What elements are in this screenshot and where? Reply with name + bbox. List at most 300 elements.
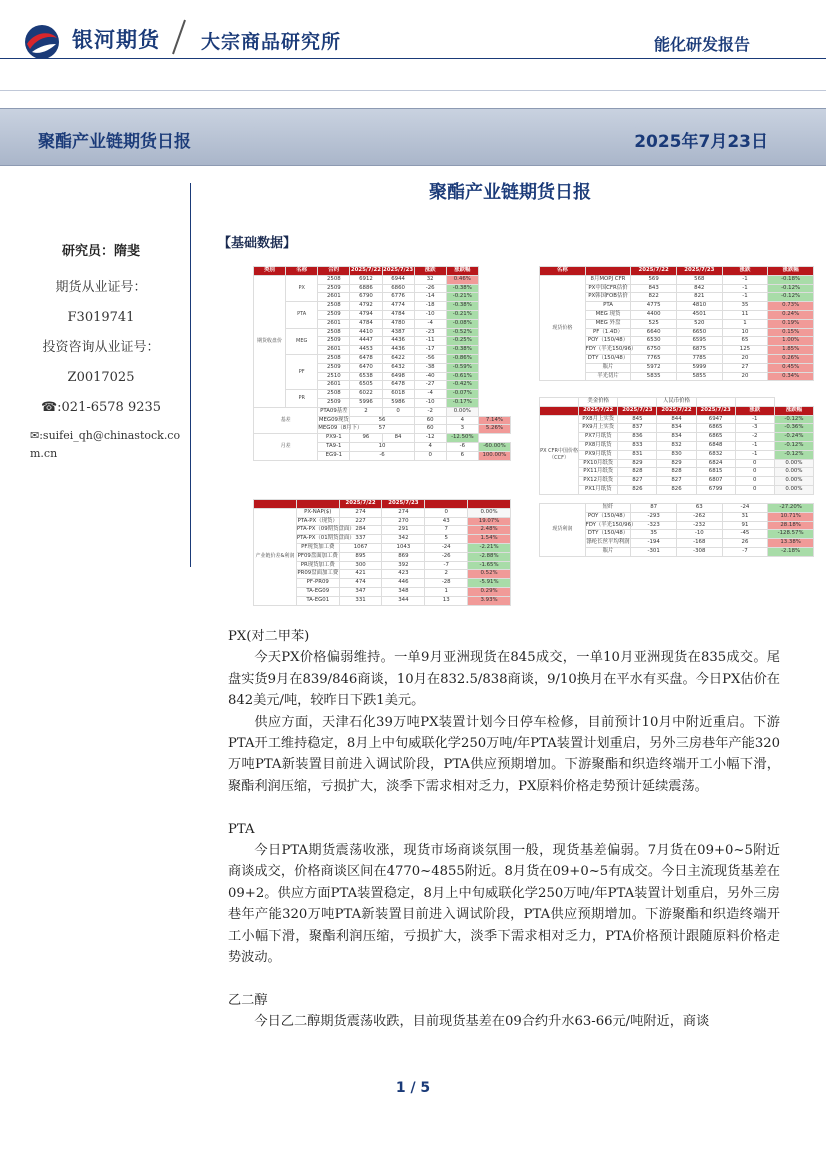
advisor-label: 投资咨询从业证号： xyxy=(42,340,160,355)
table-row xyxy=(540,398,814,407)
table-cell: DTY（150/48） xyxy=(585,530,631,539)
table-cell: PX8月纸货 xyxy=(579,441,618,450)
table-cell: 0 xyxy=(735,477,774,486)
table-cell: 6538 xyxy=(350,372,382,381)
table-cell: 834 xyxy=(657,433,696,442)
table-row xyxy=(254,275,511,284)
table-cell: PR xyxy=(286,390,318,408)
table-cell: -27.20% xyxy=(768,504,814,513)
table-cell: -56 xyxy=(414,354,446,363)
galaxy-logo-icon xyxy=(22,22,62,62)
table-cell: 2510 xyxy=(318,372,350,381)
table-cell: 产业链价差&利润 xyxy=(254,508,297,605)
table-cell: 100.00% xyxy=(478,451,510,460)
table-cell: PTA xyxy=(286,302,318,328)
table-cell: 6947 xyxy=(696,415,735,424)
table-cell: 1 xyxy=(722,319,768,328)
department-name: 大宗商品研究所 xyxy=(201,31,342,53)
table-cell: 227 xyxy=(339,517,382,526)
table-cell: -27 xyxy=(414,381,446,390)
header-rule-secondary xyxy=(0,90,826,91)
table-cell: PX-NAP($) xyxy=(296,508,339,517)
table-cell: 6824 xyxy=(696,459,735,468)
futures-table xyxy=(253,266,511,461)
table-cell: PX12月纸货 xyxy=(579,477,618,486)
table-cell: 274 xyxy=(382,508,425,517)
table-cell: 6886 xyxy=(350,284,382,293)
table-cell: -0.38% xyxy=(446,302,478,311)
table-cell: -14 xyxy=(414,293,446,302)
table-header-cell: 2025/7/23 xyxy=(618,406,657,415)
page-number: 1 / 5 xyxy=(395,1080,431,1096)
table-cell: 2601 xyxy=(318,293,350,302)
table-cell: 0.26% xyxy=(768,354,814,363)
table-row xyxy=(254,407,511,416)
license-label: 期货从业证号： xyxy=(55,280,147,295)
table-cell: -12.50% xyxy=(446,434,478,443)
table-cell: -194 xyxy=(631,539,677,548)
table-cell: 4780 xyxy=(382,319,414,328)
table-row xyxy=(540,441,814,450)
table-cell: 0.24% xyxy=(768,310,814,319)
table-cell: 337 xyxy=(339,535,382,544)
table-row xyxy=(254,434,511,443)
table-cell: 0.00% xyxy=(774,468,813,477)
table-cell: 1.85% xyxy=(768,346,814,355)
table-cell: DTY（150/48） xyxy=(585,354,631,363)
table-cell: 274 xyxy=(339,508,382,517)
table-header-cell: 2025/7/23 xyxy=(382,267,414,276)
table-cell: 基差 xyxy=(254,407,318,433)
table-cell: -0.86% xyxy=(446,354,478,363)
table-cell: 2508 xyxy=(318,390,350,399)
table-cell: -168 xyxy=(676,539,722,548)
data-tables xyxy=(253,266,814,612)
table-cell: 5835 xyxy=(631,372,677,381)
table-cell: 5999 xyxy=(676,363,722,372)
table-cell: 2509 xyxy=(318,337,350,346)
table-cell: 5996 xyxy=(350,398,382,407)
table-cell: 8月MOPJ CFR xyxy=(585,275,631,284)
table-cell: TA9-1 xyxy=(318,442,350,451)
table-cell: EG9-1 xyxy=(318,451,350,460)
table-cell: 60 xyxy=(414,416,446,425)
table-cell: 期货收盘价 xyxy=(254,275,286,407)
table-cell: 0.19% xyxy=(768,319,814,328)
table-cell: -0.12% xyxy=(774,441,813,450)
table-cell: -60.00% xyxy=(478,442,510,451)
table-cell: 0 xyxy=(414,451,446,460)
table-header-cell: 名称 xyxy=(540,267,586,276)
table-cell: PTA xyxy=(585,302,631,311)
table-cell: -40 xyxy=(414,372,446,381)
table-row xyxy=(254,354,511,363)
table-cell: PTA-PX（09期货盘面） xyxy=(296,526,339,535)
table-cell: -6 xyxy=(446,442,478,451)
spot-price-table xyxy=(539,266,814,381)
table-cell: 446 xyxy=(382,579,425,588)
table-cell: 421 xyxy=(339,570,382,579)
table-cell: MEG xyxy=(286,328,318,354)
table-cell: 11 xyxy=(722,310,768,319)
table-cell: -1 xyxy=(735,415,774,424)
table-cell: -2.21% xyxy=(468,543,511,552)
table-cell: 0.46% xyxy=(446,275,478,284)
table-cell: -10 xyxy=(676,530,722,539)
table-cell: 827 xyxy=(618,477,657,486)
table-cell: FDY（半光150/96） xyxy=(585,521,631,530)
table-cell: -262 xyxy=(676,512,722,521)
table-cell: -0.61% xyxy=(446,372,478,381)
table-cell: 520 xyxy=(676,319,722,328)
table-cell: 10 xyxy=(722,328,768,337)
table-cell: PX9月上实货 xyxy=(579,424,618,433)
table-cell: 2509 xyxy=(318,310,350,319)
table-cell: 569 xyxy=(631,275,677,284)
table-cell: -1 xyxy=(722,293,768,302)
table-row xyxy=(540,275,814,284)
table-header-cell: 2025/7/22 xyxy=(631,267,677,276)
table-cell: 895 xyxy=(339,552,382,561)
table-cell: PF现货加工费 xyxy=(296,543,339,552)
section-label: 【基础数据】 xyxy=(218,236,297,251)
table-cell: 2509 xyxy=(318,284,350,293)
table-cell: 845 xyxy=(618,415,657,424)
table-header-row xyxy=(540,267,814,276)
table-cell: 6650 xyxy=(676,328,722,337)
table-cell: 6640 xyxy=(631,328,677,337)
table-cell: 6478 xyxy=(350,354,382,363)
table-cell: 半光切片 xyxy=(585,372,631,381)
table-row xyxy=(540,477,814,486)
table-cell: 2509 xyxy=(318,398,350,407)
table-cell: 6944 xyxy=(382,275,414,284)
table-cell: 270 xyxy=(382,517,425,526)
table-cell: 1.54% xyxy=(468,535,511,544)
table-cell: PX8月上实货 xyxy=(579,415,618,424)
table-row xyxy=(540,450,814,459)
table-header-cell: 名称 xyxy=(286,267,318,276)
table-cell: 1043 xyxy=(382,543,425,552)
table-cell: 6807 xyxy=(696,477,735,486)
table-cell: 6776 xyxy=(382,293,414,302)
table-row xyxy=(540,504,814,513)
table-cell: 6860 xyxy=(382,284,414,293)
header-rule xyxy=(0,58,826,59)
table-cell: -128.57% xyxy=(768,530,814,539)
table-cell: 5972 xyxy=(631,363,677,372)
table-cell: 0 xyxy=(735,459,774,468)
table-cell: MEG09（8月下） xyxy=(318,425,350,434)
table-cell: PR09盘面加工费 xyxy=(296,570,339,579)
table-row xyxy=(254,390,511,399)
table-cell: 43 xyxy=(425,517,468,526)
table-header-cell: 2025/7/22 xyxy=(579,406,618,415)
report-date: 2025年7月23日 xyxy=(634,132,768,152)
table-cell: 人民币价格 xyxy=(657,398,696,407)
table-cell: PF（1.4D） xyxy=(585,328,631,337)
table-cell: 7765 xyxy=(631,354,677,363)
table-cell: 7 xyxy=(425,526,468,535)
table-cell: 2508 xyxy=(318,275,350,284)
table-cell: -0.21% xyxy=(446,310,478,319)
brand-name: 银河期货 xyxy=(72,28,160,52)
table-cell: 474 xyxy=(339,579,382,588)
table-cell: -2 xyxy=(735,433,774,442)
table-header-cell: 2025/7/23 xyxy=(696,406,735,415)
table-cell: 瓶片 xyxy=(585,547,631,556)
table-cell: -293 xyxy=(631,512,677,521)
table-cell: MEG 外盘 xyxy=(585,319,631,328)
table-cell: 6595 xyxy=(676,337,722,346)
table-cell: 4784 xyxy=(350,319,382,328)
table-cell: 7.14% xyxy=(478,416,510,425)
table-cell: 300 xyxy=(339,561,382,570)
table-cell: -0.21% xyxy=(446,293,478,302)
table-cell: 65 xyxy=(722,337,768,346)
table-cell: 2.48% xyxy=(468,526,511,535)
table-cell: -1 xyxy=(735,441,774,450)
table-cell: 3.93% xyxy=(468,596,511,605)
table-cell: 5.26% xyxy=(478,425,510,434)
table-cell: PX7月纸货 xyxy=(579,433,618,442)
table-header-cell: 合约 xyxy=(318,267,350,276)
table-cell: -17 xyxy=(414,346,446,355)
table-cell: 31 xyxy=(722,512,768,521)
table-cell: 829 xyxy=(618,459,657,468)
table-cell: TA-EG01 xyxy=(296,596,339,605)
table-cell: 832 xyxy=(657,441,696,450)
table-cell: -0.38% xyxy=(446,346,478,355)
table-header-cell: 涨跌幅 xyxy=(446,267,478,276)
pta-paragraph-1: 今日PTA期货震荡收涨，现货市场商谈氛围一般，现货基差偏弱。7月货在09+0~5附近商谈成交，价格商谈区间在4770~4855附近。8月货在09+0~5有成交。今日主流现货基差在09+2。供应方面PTA装置稳定，8月上中旬威联化学250万吨/年PTA装置计划重启，另外三房巷年产能320万吨PTA新装置目前进入调试阶段，PTA供应预期增加。下游聚酯和织造终端开工小幅下滑，聚酯利润压缩，亏损扩大，淡季下需求相对乏力，PTA价格预计跟随原料价格走势波动。 xyxy=(228,843,780,966)
table-cell: 525 xyxy=(631,319,677,328)
table-cell: 3 xyxy=(446,425,478,434)
table-cell: 6912 xyxy=(350,275,382,284)
table-cell: 0.00% xyxy=(468,508,511,517)
table-cell: -2 xyxy=(414,407,446,416)
table-cell: 833 xyxy=(618,441,657,450)
table-cell: -4 xyxy=(414,390,446,399)
table-cell: 19.07% xyxy=(468,517,511,526)
table-cell: FDY（半光150/96） xyxy=(585,346,631,355)
table-cell: -24 xyxy=(722,504,768,513)
table-cell: 4774 xyxy=(382,302,414,311)
table-cell: 现货价格 xyxy=(540,275,586,381)
table-cell: 6848 xyxy=(696,441,735,450)
table-row xyxy=(540,459,814,468)
table-cell: 348 xyxy=(382,587,425,596)
spot-profit-table xyxy=(539,503,814,557)
table-cell: 2 xyxy=(425,570,468,579)
table-cell: 826 xyxy=(657,485,696,494)
table-cell: 5855 xyxy=(676,372,722,381)
table-cell: -0.24% xyxy=(774,433,813,442)
table-cell: -0.17% xyxy=(446,398,478,407)
table-cell: 6 xyxy=(446,451,478,460)
email-address[interactable]: ✉:suifei_qh@chinastock.com.cn xyxy=(30,429,181,460)
table-cell: 10 xyxy=(350,442,414,451)
table-cell: -0.08% xyxy=(446,319,478,328)
table-cell: 5 xyxy=(425,535,468,544)
table-cell: 96 xyxy=(350,434,382,443)
table-cell: -10 xyxy=(414,398,446,407)
table-cell: PR现货加工费 xyxy=(296,561,339,570)
table-cell: -323 xyxy=(631,521,677,530)
table-cell: 4 xyxy=(446,416,478,425)
table-cell: 4810 xyxy=(676,302,722,311)
table-header-cell: 2025/7/23 xyxy=(382,500,425,509)
table-cell: 6790 xyxy=(350,293,382,302)
table-cell: -0.25% xyxy=(446,337,478,346)
table-cell: 0 xyxy=(735,468,774,477)
table-row xyxy=(540,415,814,424)
table-cell: 2508 xyxy=(318,328,350,337)
table-cell: 1067 xyxy=(339,543,382,552)
table-cell: 843 xyxy=(631,284,677,293)
researcher-name: 研究员：隋斐 xyxy=(61,244,140,259)
table-cell: 2508 xyxy=(318,302,350,311)
table-cell: 20 xyxy=(722,372,768,381)
table-cell: 342 xyxy=(382,535,425,544)
table-cell: -0.12% xyxy=(774,450,813,459)
table-cell: 869 xyxy=(382,552,425,561)
table-header-cell: 2025/7/23 xyxy=(676,267,722,276)
table-cell: 4436 xyxy=(382,346,414,355)
table-cell: 26 xyxy=(722,539,768,548)
table-cell: 4792 xyxy=(350,302,382,311)
table-cell: -1 xyxy=(722,284,768,293)
table-cell: 826 xyxy=(618,485,657,494)
table-cell: 28.18% xyxy=(768,521,814,530)
table-cell: 4400 xyxy=(631,310,677,319)
table-cell: -4 xyxy=(414,319,446,328)
table-cell: 827 xyxy=(657,477,696,486)
table-header-cell xyxy=(425,500,468,509)
table-cell: 现货利润 xyxy=(540,504,586,557)
table-header-cell xyxy=(540,406,579,415)
band-title: 聚酯产业链期货日报 xyxy=(38,132,191,152)
table-cell: 0.00% xyxy=(774,459,813,468)
table-cell: -308 xyxy=(676,547,722,556)
report-type: 能化研发报告 xyxy=(653,35,750,54)
table-cell: 10.71% xyxy=(768,512,814,521)
table-cell: 5986 xyxy=(382,398,414,407)
table-cell: 344 xyxy=(382,596,425,605)
table-cell: 2601 xyxy=(318,381,350,390)
meg-heading: 乙二醇 xyxy=(228,992,268,1008)
table-cell: 6018 xyxy=(382,390,414,399)
table-cell: -0.12% xyxy=(774,415,813,424)
px-cfr-table xyxy=(539,397,814,495)
table-cell: POY（150/48） xyxy=(585,337,631,346)
table-cell: 56 xyxy=(350,416,414,425)
page-header xyxy=(0,0,826,72)
table-header-row xyxy=(254,500,511,509)
table-cell: -45 xyxy=(722,530,768,539)
table-cell: 91 xyxy=(722,521,768,530)
phone-number: ☎:021-6578 9235 xyxy=(40,400,162,415)
table-cell: 0.73% xyxy=(768,302,814,311)
table-cell: -23 xyxy=(414,328,446,337)
table-cell: 35 xyxy=(631,530,677,539)
table-cell: 2601 xyxy=(318,346,350,355)
table-cell: PX xyxy=(286,275,318,301)
table-cell: 4447 xyxy=(350,337,382,346)
table-cell: 837 xyxy=(618,424,657,433)
table-cell: -26 xyxy=(414,284,446,293)
table-cell: PTA-PX（01期货盘面） xyxy=(296,535,339,544)
table-cell: 347 xyxy=(339,587,382,596)
table-cell: 4784 xyxy=(382,310,414,319)
table-row xyxy=(540,424,814,433)
table-cell: 6750 xyxy=(631,346,677,355)
table-header-cell: 2025/7/22 xyxy=(657,406,696,415)
table-cell: 6865 xyxy=(696,424,735,433)
table-cell: 35 xyxy=(722,302,768,311)
table-cell: -0.12% xyxy=(768,284,814,293)
title-band xyxy=(0,108,826,166)
table-cell: 4410 xyxy=(350,328,382,337)
table-cell: 6505 xyxy=(350,381,382,390)
table-cell: 0.15% xyxy=(768,328,814,337)
table-cell: 0.00% xyxy=(774,485,813,494)
table-cell: 822 xyxy=(631,293,677,302)
table-cell: -0.59% xyxy=(446,363,478,372)
table-cell: -18 xyxy=(414,302,446,311)
table-cell: 6470 xyxy=(350,363,382,372)
divider-slash xyxy=(170,18,188,56)
table-cell: 6815 xyxy=(696,468,735,477)
table-cell: PF xyxy=(286,354,318,389)
table-cell: -1.65% xyxy=(468,561,511,570)
table-cell: 842 xyxy=(676,284,722,293)
table-cell: 4501 xyxy=(676,310,722,319)
table-cell: 6799 xyxy=(696,485,735,494)
px-paragraph-1: 今天PX价格偏弱维持。一单9月亚洲现货在845成交，一单10月亚洲现货在835成交。尾盘实货9月在839/846商谈，10月在832.5/838商谈，9/10换月在平水有买盘。今日PX估价在842美元/吨，较昨日下跌1美元。 xyxy=(228,650,780,709)
table-row xyxy=(540,485,814,494)
table-cell: 6432 xyxy=(382,363,414,372)
table-cell: 27 xyxy=(722,363,768,372)
table-cell: -7 xyxy=(722,547,768,556)
table-cell: 57 xyxy=(350,425,414,434)
table-cell: 60 xyxy=(414,425,446,434)
table-header-cell: 涨跌 xyxy=(735,406,774,415)
meg-paragraph-1: 今日乙二醇期货震荡收跌，目前现货基差在09合约升水63-66元/吨附近，商谈 xyxy=(254,1014,710,1030)
table-cell: -7 xyxy=(425,561,468,570)
table-cell: 834 xyxy=(657,424,696,433)
table-cell: 0 xyxy=(382,407,414,416)
table-cell: TA-EG09 xyxy=(296,587,339,596)
table-header-cell: 涨跌 xyxy=(722,267,768,276)
commentary xyxy=(228,626,780,1033)
table-cell: 13.38% xyxy=(768,539,814,548)
table-cell: 1.00% xyxy=(768,337,814,346)
table-cell: 0.45% xyxy=(768,363,814,372)
table-cell: PX1月纸货 xyxy=(579,485,618,494)
table-cell: 0.34% xyxy=(768,372,814,381)
table-cell: 4453 xyxy=(350,346,382,355)
table-cell: PX韩国FOB估价 xyxy=(585,293,631,302)
table-cell: 829 xyxy=(657,459,696,468)
chain-spread-table xyxy=(253,499,511,606)
table-cell: PF-PR09 xyxy=(296,579,339,588)
table-cell: -5.91% xyxy=(468,579,511,588)
table-header-cell: 涨跌幅 xyxy=(774,406,813,415)
table-cell: 84 xyxy=(382,434,414,443)
table-row xyxy=(540,433,814,442)
table-cell: 6875 xyxy=(676,346,722,355)
